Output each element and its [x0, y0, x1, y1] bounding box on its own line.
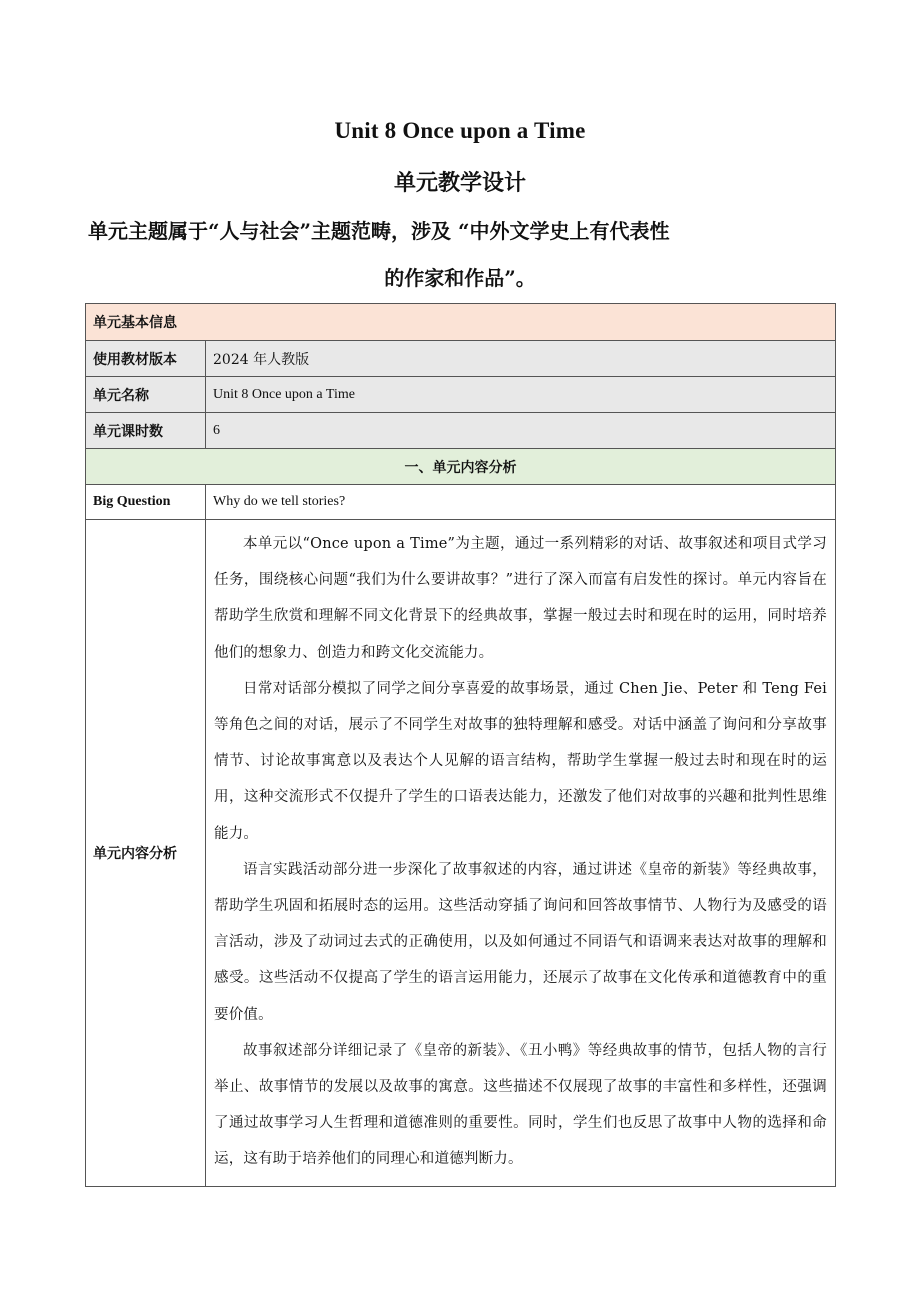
- table-row: [86, 485, 836, 520]
- design-title: 单元教学设计: [393, 170, 526, 196]
- theme-statement-line-2: 的作家和作品”。: [384, 266, 536, 290]
- section-header-basic-info: [86, 304, 836, 341]
- analysis-paragraph-4: 故事叙述部分详细记录了《皇帝的新装》、《丑小鸭》等经典故事的情节，包括人物的言行举止、故事情节的发展以及故事的寓意。这些描述不仅展现了故事的丰富性和多样性，还强调了通过故事学习人生哲理和道德准则的重要性。同时，学生们也反思了故事中人物的选择和命运，这有助于培养他们的同理心和道德判断力。: [214, 1042, 827, 1168]
- unit-title: Unit 8 Once upon a Time: [334, 118, 586, 143]
- row-label-textbook-version: 使用教材版本: [86, 341, 206, 377]
- big-question-label: Big Question: [86, 485, 206, 520]
- analysis-body: [206, 520, 836, 1187]
- big-question-value: Why do we tell stories?: [206, 485, 836, 520]
- row-label-lesson-count: 单元课时数: [86, 413, 206, 449]
- analysis-paragraph-3: 语言实践活动部分进一步深化了故事叙述的内容，通过讲述《皇帝的新装》等经典故事，帮助学生巩固和拓展时态的运用。这些活动穿插了询问和回答故事情节、人物行为及感受的语言活动，涉及了动词过去式的正确使用，以及如何通过不同语气和语调来表达对故事的理解和感受。这些活动不仅提高了学生的语言运用能力，还展示了故事在文化传承和道德教育中的重要价值。: [214, 861, 827, 1023]
- unit-info-table: [85, 303, 836, 1187]
- table-row-analysis: [86, 520, 836, 1187]
- row-label-unit-name: 单元名称: [86, 377, 206, 413]
- analysis-label: 单元内容分析: [86, 520, 206, 1187]
- table-row: [86, 413, 836, 449]
- analysis-paragraph-2: 日常对话部分模拟了同学之间分享喜爱的故事场景，通过 Chen Jie、Peter 和 Teng Fei 等角色之间的对话，展示了不同学生对故事的独特理解和感受。对话中涵盖了询问和分享故事情节、讨论故事寓意以及表达个人见解的语言结构，帮助学生掌握一般过去时和现在时的运用，这种交流形式不仅提升了学生的口语表达能力，还激发了他们对故事的兴趣和批判性思维能力。: [214, 680, 827, 842]
- analysis-paragraph-1: 本单元以“Once upon a Time”为主题，通过一系列精彩的对话、故事叙述和项目式学习任务，围绕核心问题“我们为什么要讲故事？”进行了深入而富有启发性的探讨。单元内容旨在帮助学生欣赏和理解不同文化背景下的经典故事，掌握一般过去时和现在时的运用，同时培养他们的想象力、创造力和跨文化交流能力。: [214, 536, 827, 661]
- section-basic-label: 单元基本信息: [86, 304, 836, 341]
- theme-statement-line-1: 单元主题属于“人与社会”主题范畴，涉及 “中外文学史上有代表性: [88, 219, 670, 243]
- section-analysis-label: 一、单元内容分析: [86, 449, 836, 485]
- row-value-unit-name: Unit 8 Once upon a Time: [206, 377, 836, 413]
- row-value-textbook-version: 2024 年人教版: [206, 341, 836, 377]
- section-header-content-analysis: [86, 449, 836, 485]
- row-value-lesson-count: 6: [206, 413, 836, 449]
- table-row: [86, 341, 836, 377]
- table-row: [86, 377, 836, 413]
